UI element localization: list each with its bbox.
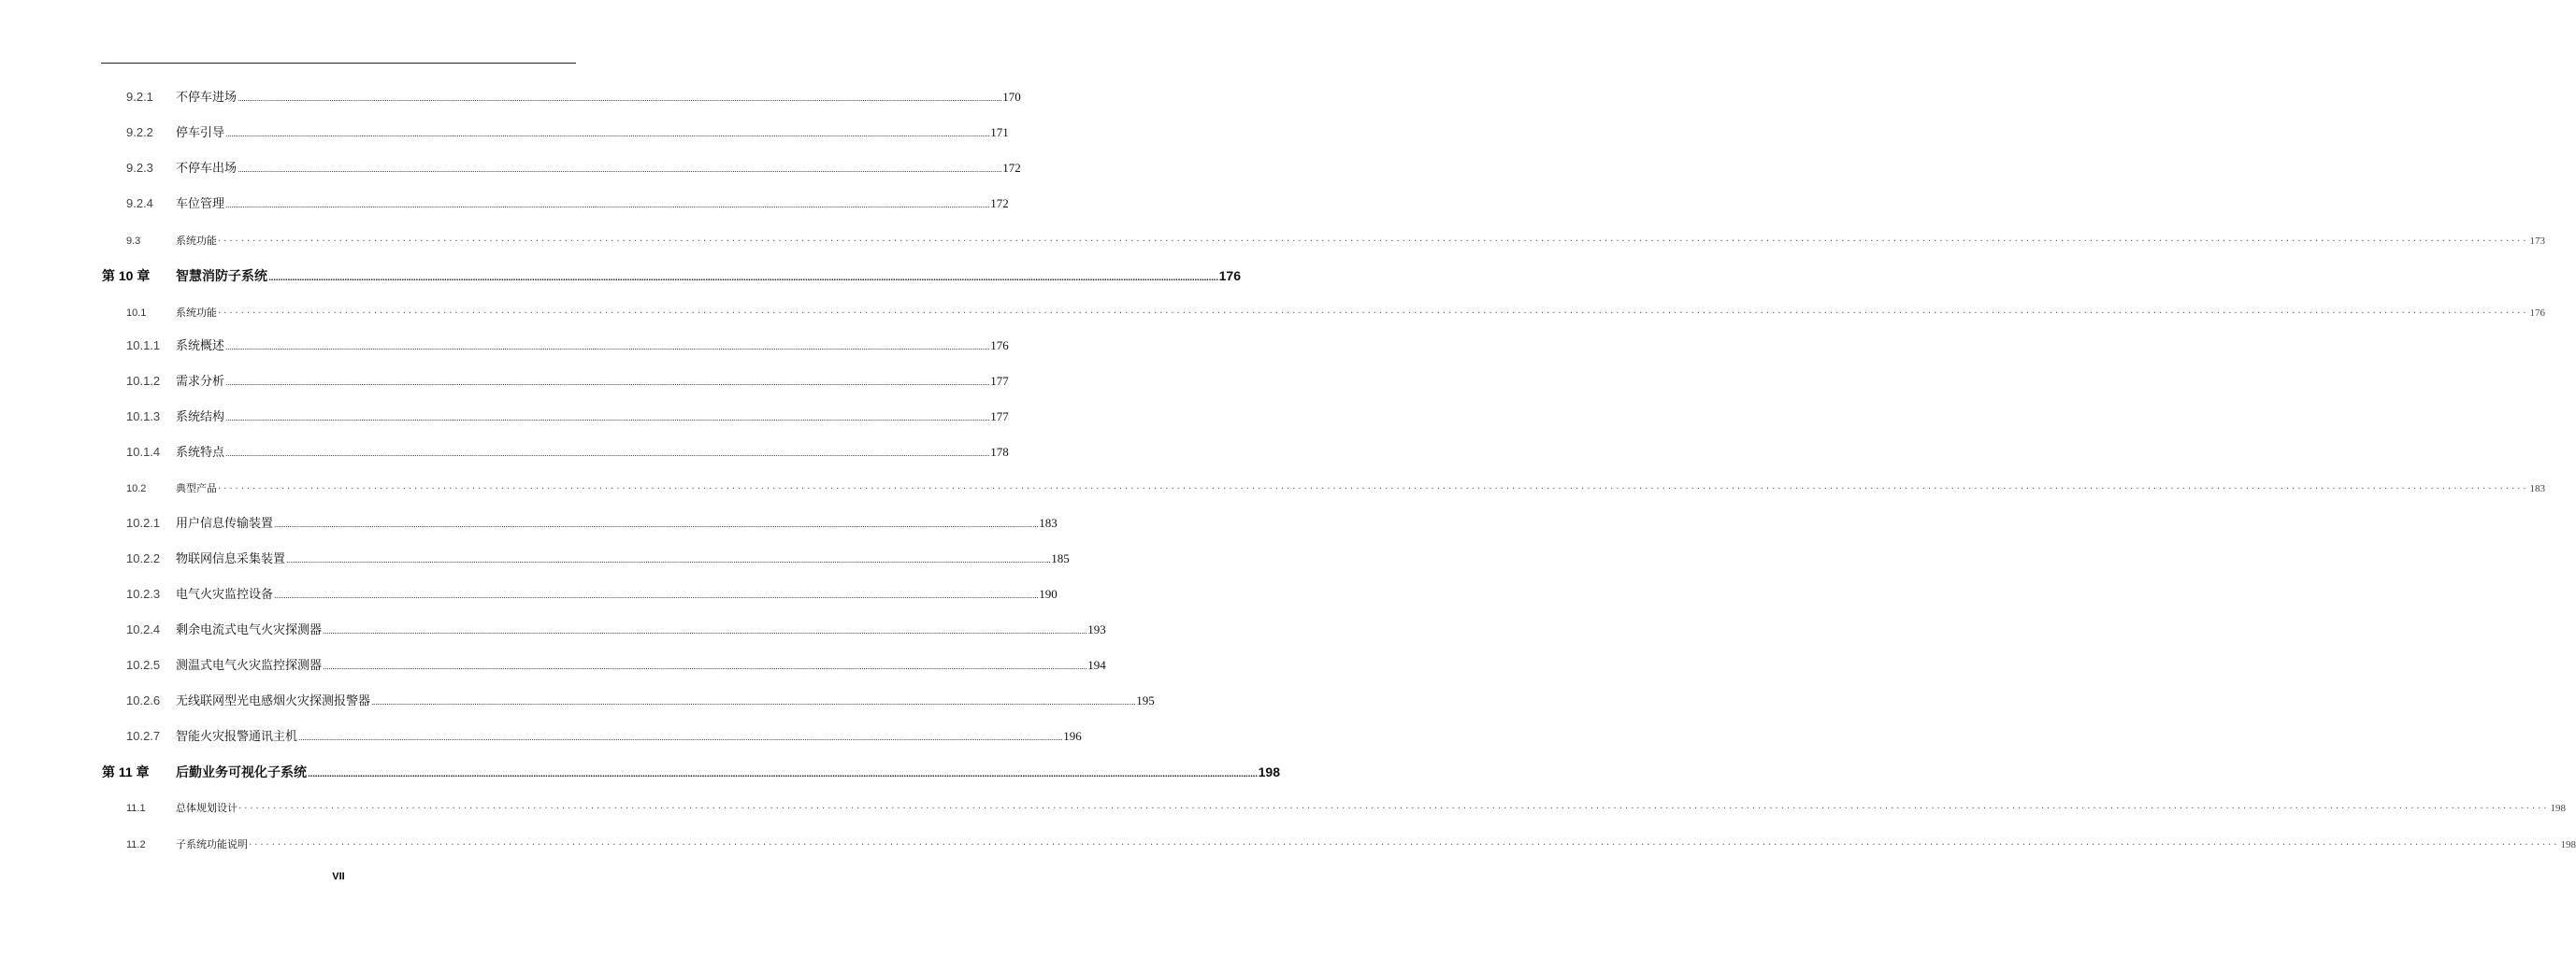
toc-entry-page: 185 [1051,551,1070,565]
toc-entry[interactable] [0,88,1021,107]
toc-entry-title: 测温式电气火灾监控探测器 [176,659,323,673]
toc-entry-number: 10.1.1 [126,338,161,352]
toc-entry-number: 10.2.4 [126,622,161,636]
toc-entry-title: 总体规划设计 [176,802,237,814]
toc-dot-leader: ................................................................................................................................................................................................................................................................................................................................................................................................................ [225,201,990,209]
toc-entry-number: 第 10 章 [102,268,151,283]
toc-entry-page: 173 [2529,236,2545,247]
toc-entry-title: 系统概述 [176,339,225,353]
toc-entry-line [176,232,2545,251]
toc-entry-page: 193 [1087,622,1106,636]
toc-entry[interactable] [0,123,1009,142]
toc-entry-number: 10.2.3 [126,587,161,601]
toc-entry-page: 170 [1002,90,1021,104]
toc-dot-leader: ................................................................................................................................................................................................................................................................................................................................................................................................................ [298,734,1063,742]
toc-entry[interactable] [0,656,1106,675]
toc-dot-leader: ................................................................................................................................................................................................................................................................................................................................................................................................................ [286,556,1051,564]
toc-entry-number: 10.2.2 [126,551,161,565]
toc-entry[interactable] [0,443,1009,462]
toc-entry[interactable] [0,266,1241,285]
toc-entry-title: 后勤业务可视化子系统 [176,765,307,780]
toc-entry-line [176,159,1021,179]
toc-dot-leader: ................................................................................................................................................................................................................................................................................................................................................................................................................ [274,521,1039,529]
toc-entry[interactable] [0,407,1009,426]
toc-entry-number: 10.1 [126,307,147,319]
toc-entry-line [176,763,1280,784]
toc-entry-page: 198 [2560,839,2576,850]
toc-entry-number: 10.1.4 [126,445,161,459]
toc-entry-number: 10.2 [126,483,147,494]
toc-entry-line [176,123,1009,144]
toc-entry-number: 11.2 [126,839,146,850]
toc-dot-leader: ················································································································································································································································································································································································································ [249,840,2560,850]
toc-entry-page: 183 [1039,516,1058,530]
toc-entry-page: 177 [990,374,1009,388]
toc-dot-leader: ................................................................................................................................................................................................................................................................................................................................................................................................................ [225,379,990,387]
toc-entry-title: 不停车出场 [176,162,237,176]
toc-entry-line [176,372,1009,393]
toc-entry-line [176,266,1241,288]
toc-entry-title: 电气火灾监控设备 [176,588,274,602]
toc-entry-title: 智慧消防子系统 [176,269,267,284]
toc-entry-number: 10.2.6 [126,693,161,707]
toc-entry-number: 10.1.2 [126,374,161,388]
toc-entry-line [176,194,1009,215]
toc-dot-leader: ................................................................................................................................................................................................................................................................................................................................................................................................................ [274,592,1039,600]
toc-entry-line [176,656,1106,677]
toc-entry[interactable] [0,692,1155,710]
toc-dot-leader: ................................................................................................................................................................................................................................................................................................................................................................................................................ [308,770,1258,778]
toc-entry-line [176,692,1155,712]
toc-entry-page: 194 [1087,658,1106,672]
toc-entry-number: 9.3 [126,236,141,247]
toc-entry-line [176,479,2545,499]
toc-entry-number: 10.2.5 [126,658,161,672]
toc-entry-title: 停车引导 [176,126,225,140]
toc-entry-line [176,799,2566,819]
toc-entry-line [176,727,1082,748]
toc-entry-page: 177 [990,409,1009,423]
toc-entry[interactable] [0,621,1106,639]
toc-entry[interactable] [0,159,1021,178]
toc-entry-title: 典型产品 [176,482,217,494]
toc-entry-number: 10.2.1 [126,516,161,530]
toc-entry[interactable] [0,550,1070,568]
toc-entry-page: 183 [2529,483,2545,494]
toc-entry-number: 10.2.7 [126,729,161,743]
toc-entry-page: 171 [990,125,1009,139]
toc-entry-number: 9.2.1 [126,90,153,104]
toc-entry-title: 需求分析 [176,375,225,389]
toc-dot-leader: ................................................................................................................................................................................................................................................................................................................................................................................................................ [268,274,1218,282]
toc-entry-page: 196 [1063,729,1082,743]
toc-entry-title: 不停车进场 [176,91,237,105]
toc-entry-page: 176 [990,338,1009,352]
toc-entry-title: 系统结构 [176,410,225,424]
toc-entry[interactable] [0,372,1009,391]
toc-dot-leader: ················································································································································································································································································································································································································ [218,236,2529,247]
toc-entry-page: 178 [990,445,1009,459]
toc-entry-number: 9.2.3 [126,161,153,175]
toc-entry[interactable] [0,727,1082,746]
toc-entry-line [176,514,1058,535]
toc-entry[interactable] [0,585,1058,604]
toc-dot-leader: ················································································································································································································································································································································································································ [238,804,2550,814]
toc-entry[interactable] [0,836,2576,854]
toc-entry-title: 系统功能 [176,307,217,319]
toc-entry[interactable] [0,763,1280,781]
toc-entry-title: 系统功能 [176,235,217,247]
toc-entry-page: 195 [1136,693,1155,707]
toc-entry-title: 车位管理 [176,197,225,211]
toc-dot-leader: ················································································································································································································································································································································································································ [218,308,2529,319]
toc-entry[interactable] [0,194,1009,213]
toc-entry-page: 198 [1258,764,1280,779]
toc-entry-title: 物联网信息采集装置 [176,552,286,566]
toc-entry-number: 9.2.4 [126,196,153,210]
toc-entry-title: 系统特点 [176,446,225,460]
toc-dot-leader: ................................................................................................................................................................................................................................................................................................................................................................................................................ [225,130,990,138]
toc-entry-line [176,88,1021,108]
toc-entry[interactable] [0,232,2545,250]
toc-dot-leader: ................................................................................................................................................................................................................................................................................................................................................................................................................ [323,627,1087,636]
toc-entry-line [176,304,2545,323]
toc-entry-page: 172 [990,196,1009,210]
toc-dot-leader: ................................................................................................................................................................................................................................................................................................................................................................................................................ [225,343,990,351]
toc-dot-leader: ................................................................................................................................................................................................................................................................................................................................................................................................................ [323,663,1087,671]
toc-entry-number: 第 11 章 [102,764,150,779]
toc-entry-page: 176 [2529,307,2545,319]
toc-entry[interactable] [0,799,2566,818]
toc-entry-line [176,443,1009,464]
toc-entry-page: 176 [1218,268,1241,283]
toc-entry-number: 11.1 [126,803,146,814]
toc-dot-leader: ................................................................................................................................................................................................................................................................................................................................................................................................................ [237,165,1002,174]
toc-entry-number: 9.2.2 [126,125,153,139]
toc-entry-line [176,550,1070,570]
toc-entry-title: 智能火灾报警通讯主机 [176,730,298,744]
toc-dot-leader: ................................................................................................................................................................................................................................................................................................................................................................................................................ [371,698,1136,707]
toc-entry-page: 190 [1039,587,1058,601]
toc-entry[interactable] [0,514,1058,533]
toc-entry-title: 无线联网型光电感烟火灾探测报警器 [176,694,371,708]
toc-entry-title: 用户信息传输装置 [176,517,274,531]
page-number-footer: VII [332,871,345,882]
toc-entry-line [176,836,2576,855]
toc-entry-title: 子系统功能说明 [176,838,248,850]
toc-dot-leader: ................................................................................................................................................................................................................................................................................................................................................................................................................ [237,94,1002,103]
toc-dot-leader: ················································································································································································································································································································································································································ [218,484,2529,494]
toc-entry-page: 172 [1002,161,1021,175]
toc-dot-leader: ................................................................................................................................................................................................................................................................................................................................................................................................................ [225,450,990,458]
toc-entry-line [176,621,1106,641]
toc-entry-number: 10.1.3 [126,409,161,423]
toc-entry-page: 198 [2550,803,2566,814]
toc-entry-line [176,336,1009,357]
toc-entry-line [176,407,1009,428]
toc-entry[interactable] [0,479,2545,498]
toc-entry-title: 剩余电流式电气火灾探测器 [176,623,323,637]
toc-dot-leader: ................................................................................................................................................................................................................................................................................................................................................................................................................ [225,414,990,422]
toc-entry-line [176,585,1058,606]
toc-entry[interactable] [0,336,1009,355]
toc-entry[interactable] [0,304,2545,322]
